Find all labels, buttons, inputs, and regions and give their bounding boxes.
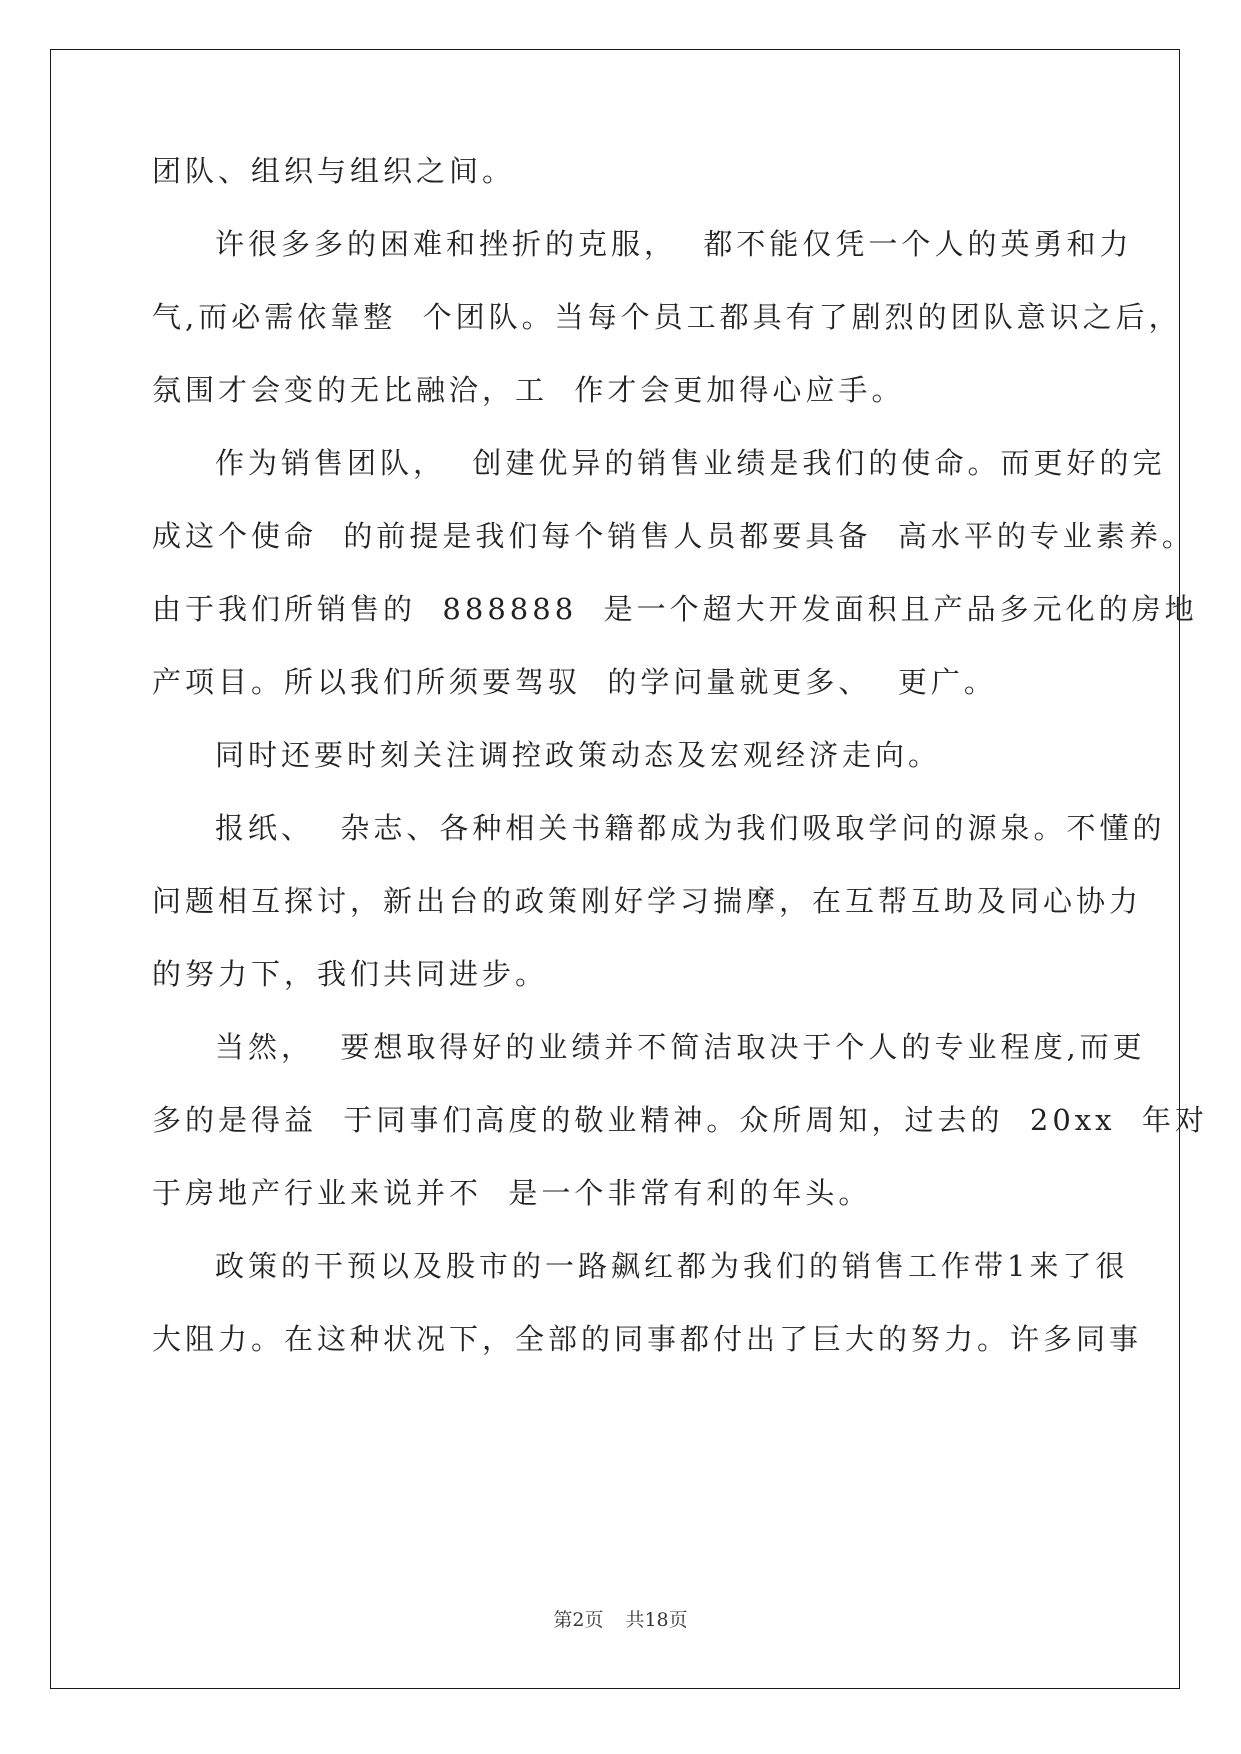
text-line: 由于我们所销售的 888888 是一个超大开发面积且产品多元化的房地 xyxy=(152,592,1198,626)
text-line: 同时还要时刻关注调控政策动态及宏观经济走向。 xyxy=(215,738,942,772)
text-line: 产项目。所以我们所须要驾驭 的学问量就更多、 更广。 xyxy=(152,665,997,699)
page-footer xyxy=(0,1605,1241,1632)
text-line: 许很多多的困难和挫折的克服， 都不能仅凭一个人的英勇和力 xyxy=(215,227,1133,261)
text-line: 多的是得益 于同事们高度的敬业精神。众所周知，过去的 20xx 年对 xyxy=(152,1103,1208,1137)
text-line: 成这个使命 的前提是我们每个销售人员都要具备 高水平的专业素养。 xyxy=(152,519,1195,553)
text-line: 报纸、 杂志、各种相关书籍都成为我们吸取学问的源泉。不懂的 xyxy=(215,811,1166,845)
text-line: 氛围才会变的无比融洽，工 作才会更加得心应手。 xyxy=(152,373,905,407)
text-line: 作为销售团队， 创建优异的销售业绩是我们的使命。而更好的完 xyxy=(215,446,1166,480)
page-total: 共18页 xyxy=(625,1609,688,1631)
text-line: 团队、组织与组织之间。 xyxy=(152,154,516,188)
text-line: 于房地产行业来说并不 是一个非常有利的年头。 xyxy=(152,1176,872,1210)
text-line: 问题相互探讨，新出台的政策刚好学习揣摩，在互帮互助及同心协力 xyxy=(152,884,1143,918)
page-number: 第2页 xyxy=(553,1609,604,1631)
text-line: 的努力下，我们共同进步。 xyxy=(152,957,549,991)
text-line: 气,而必需依靠整 个团队。当每个员工都具有了剧烈的团队意识之后， xyxy=(152,300,1182,334)
text-line: 当然， 要想取得好的业绩并不简洁取决于个人的专业程度,而更 xyxy=(215,1030,1146,1064)
text-line: 政策的干预以及股市的一路飙红都为我们的销售工作带1来了很 xyxy=(215,1249,1129,1283)
text-line: 大阻力。在这种状况下，全部的同事都付出了巨大的努力。许多同事 xyxy=(152,1322,1143,1356)
